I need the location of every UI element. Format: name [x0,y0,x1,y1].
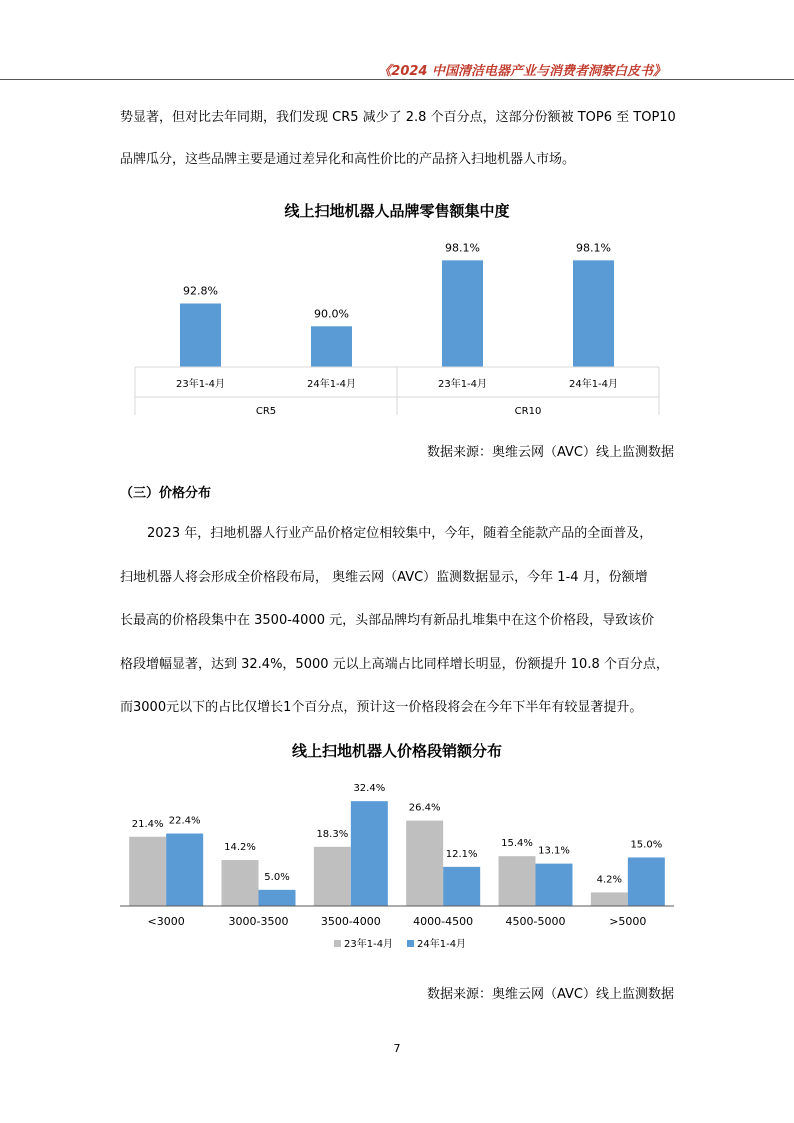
tick-label: 24年1-4月 [306,379,357,390]
paragraph-line: 势显著，但对比去年同期，我们发现 CR5 减少了 2.8 个百分点，这部分份额被 TOP6 至 TOP10 [120,110,676,125]
chart2-source: 数据来源：奥维云网（AVC）线上监测数据 [426,987,674,1002]
bar [591,892,628,906]
tick-label: 4500-5000 [505,915,566,928]
tick-label: >5000 [609,915,647,928]
data-label: 92.8% [183,284,218,298]
bar [442,260,483,367]
data-label: 90.0% [314,307,349,321]
tick-label: 3500-4000 [320,915,381,928]
data-label: 98.1% [445,241,480,255]
paragraph-line: 品牌瓜分，这些品牌主要是通过差异化和高性价比的产品挤入扫地机器人市场。 [120,152,576,167]
tick-label: 4000-4500 [413,915,474,928]
data-label: 13.1% [538,845,570,857]
bar [628,857,665,906]
data-label: 22.4% [168,815,201,827]
tick-label: <3000 [147,915,185,928]
data-label: 4.2% [596,874,623,886]
legend-swatch [334,940,341,947]
bar [180,303,221,367]
bar [129,837,166,906]
data-label: 15.4% [501,838,533,850]
chart2-title: 线上扫地机器人价格段销额分布 [291,742,502,760]
paragraph-line: 扫地机器人将会形成全价格段布局， 奥维云网（AVC）监测数据显示，今年 1-4 月，份额增 [120,570,648,585]
group-label: CR10 [514,406,542,417]
paragraph-line: 长最高的价格段集中在 3500-4000 元，头部品牌均有新品扎堆集中在这个价格段，导致该价 [120,613,655,628]
chart1-source: 数据来源：奥维云网（AVC）线上监测数据 [426,445,674,460]
tick-label: 23年1-4月 [437,379,488,390]
page-number: 7 [393,1042,401,1055]
data-label: 26.4% [408,802,441,814]
bar [259,890,296,906]
bar [166,834,203,906]
header-title: 《2024 中国清洁电器产业与消费者洞察白皮书》 [378,64,666,79]
tick-label: 23年1-4月 [175,379,226,390]
chart1-title: 线上扫地机器人品牌零售额集中度 [284,202,510,220]
bar [351,801,388,906]
data-label: 15.0% [630,839,663,851]
legend-label: 24年1-4月 [417,939,467,950]
paragraph-line: 格段增幅显著，达到 32.4%，5000 元以上高端占比同样增长明显，份额提升 10.8 个百分点， [120,657,669,672]
tick-label: 24年1-4月 [568,379,619,390]
tick-label: 3000-3500 [228,915,289,928]
bar [406,821,443,906]
chart2-price-distribution [0,780,794,955]
data-label: 12.1% [445,848,478,860]
paragraph-line: 2023 年，扫地机器人行业产品价格定位相较集中，今年，随着全能款产品的全面普及， [147,526,653,541]
data-label: 5.0% [264,871,290,883]
legend-swatch [407,940,414,947]
data-label: 98.1% [576,241,611,255]
paragraph-line: 而3000元以下的占比仅增长1个百分点，预计这一价格段将会在今年下半年有较显著提升。 [120,700,643,715]
data-label: 32.4% [353,783,386,795]
bar [314,847,351,906]
section-heading: （三）价格分布 [120,486,212,501]
header-rule [0,79,794,80]
legend-label: 23年1-4月 [344,939,394,950]
data-label: 18.3% [316,828,349,840]
bar [573,260,614,367]
chart1-concentration [0,225,794,420]
data-label: 21.4% [131,818,164,830]
bar [443,867,480,906]
bar [536,864,573,906]
bar [499,856,536,906]
bar [222,860,259,906]
group-label: CR5 [255,406,277,417]
data-label: 14.2% [224,842,256,854]
bar [311,326,352,367]
